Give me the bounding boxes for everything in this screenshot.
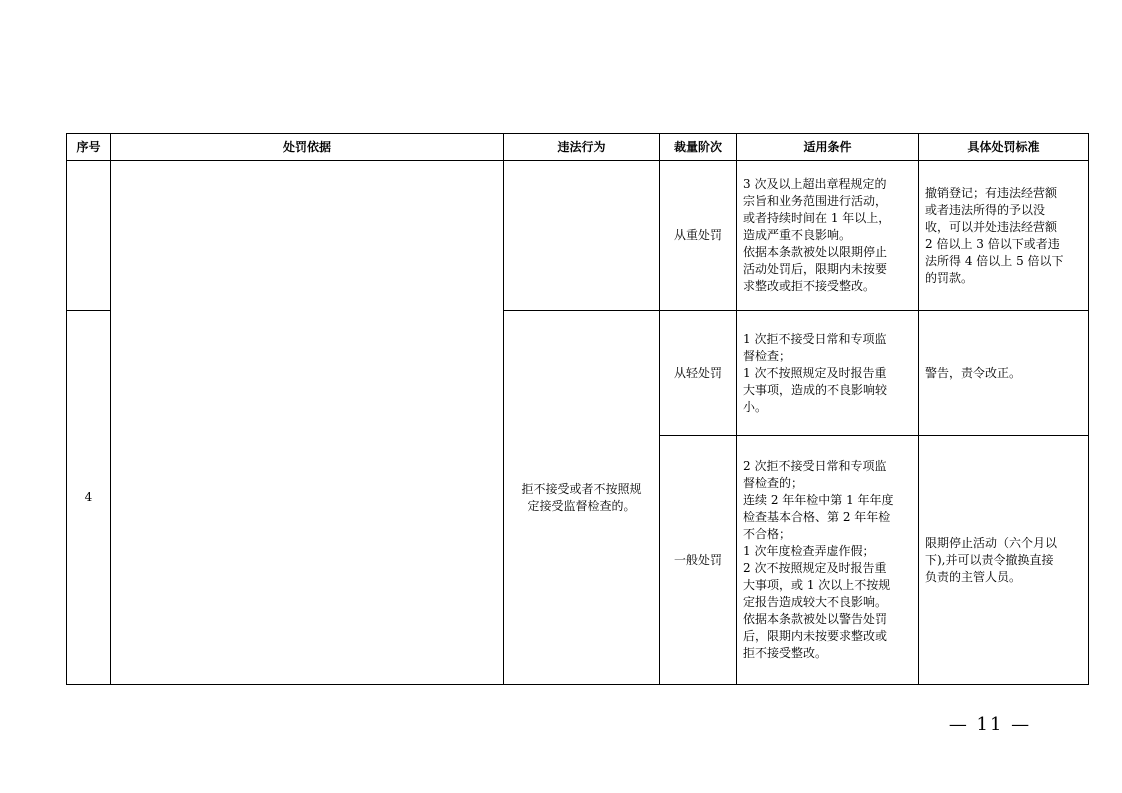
condition-line: 依据本条款被处以警告处罚 <box>743 612 888 626</box>
condition-line: 后，限期内未按要求整改或 <box>743 629 888 643</box>
standard-cell <box>919 311 1089 436</box>
condition-line: 拒不接受整改。 <box>743 646 828 660</box>
condition-line: 3 次及以上超出章程规定的 <box>743 177 887 191</box>
standard-line: 负责的主管人员。 <box>925 569 1022 584</box>
page-number: — 11 — <box>948 714 1032 735</box>
table-row <box>67 161 1089 311</box>
standard-line: 或者违法所得的予以没 <box>925 202 1046 217</box>
standard-line: 警告，责令改正。 <box>925 365 1022 380</box>
condition-line: 造成严重不良影响。 <box>743 228 852 242</box>
condition-line: 1 次拒不接受日常和专项监 <box>743 331 887 346</box>
level-cell: 从轻处罚 <box>660 311 737 436</box>
condition-line: 督检查的； <box>743 476 804 490</box>
seq-cell-empty <box>67 161 111 311</box>
condition-line: 求整改或拒不接受整改。 <box>743 279 876 293</box>
header-seq: 序号 <box>67 134 111 161</box>
condition-line: 活动处罚后，限期内未按要 <box>743 262 888 276</box>
condition-line: 督检查； <box>743 348 792 363</box>
standard-line: 限期停止活动（六个月以 <box>925 535 1058 550</box>
condition-line: 检查基本合格、第 2 年年检 <box>743 510 891 524</box>
condition-line: 不合格； <box>743 527 792 541</box>
standard-line: 撤销登记；有违法经营额 <box>925 185 1058 200</box>
behavior-line: 拒不接受或者不按照规 <box>521 481 642 496</box>
header-standard: 具体处罚标准 <box>919 134 1089 161</box>
standard-cell <box>919 161 1089 311</box>
penalty-table <box>66 133 1089 685</box>
standard-line: 法所得 4 倍以上 5 倍以下 <box>925 253 1064 268</box>
standard-line: 的罚款。 <box>925 270 974 285</box>
condition-cell <box>737 436 919 685</box>
condition-line: 大事项，造成的不良影响较 <box>743 382 888 397</box>
condition-line: 定报告造成较大不良影响。 <box>743 595 888 609</box>
condition-line: 大事项，或 1 次以上不按规 <box>743 578 891 592</box>
header-basis: 处罚依据 <box>111 134 504 161</box>
condition-line: 依据本条款被处以限期停止 <box>743 245 888 259</box>
condition-line: 或者持续时间在 1 年以上， <box>743 211 891 225</box>
header-condition: 适用条件 <box>737 134 919 161</box>
behavior-cell-empty <box>504 161 660 311</box>
condition-line: 1 次不按照规定及时报告重 <box>743 365 887 380</box>
header-level: 裁量阶次 <box>660 134 737 161</box>
header-behavior: 违法行为 <box>504 134 660 161</box>
condition-line: 小。 <box>743 399 768 414</box>
behavior-cell <box>504 311 660 685</box>
condition-cell <box>737 311 919 436</box>
basis-cell <box>111 161 504 685</box>
condition-line: 连续 2 年年检中第 1 年年度 <box>743 493 894 507</box>
condition-line: 2 次不按照规定及时报告重 <box>743 561 887 575</box>
standard-line: 收，可以并处违法经营额 <box>925 219 1058 234</box>
standard-line: 2 倍以上 3 倍以下或者违 <box>925 236 1060 251</box>
condition-line: 宗旨和业务范围进行活动， <box>743 194 888 208</box>
level-cell: 从重处罚 <box>660 161 737 311</box>
condition-cell <box>737 161 919 311</box>
condition-line: 1 次年度检查弄虚作假； <box>743 544 875 558</box>
level-cell: 一般处罚 <box>660 436 737 685</box>
standard-line: 下),并可以责令撤换直接 <box>925 552 1054 567</box>
condition-line: 2 次拒不接受日常和专项监 <box>743 459 887 473</box>
header-row <box>67 134 1089 161</box>
seq-cell: 4 <box>67 311 111 685</box>
standard-cell <box>919 436 1089 685</box>
behavior-line: 定接受监督检查的。 <box>527 498 636 513</box>
